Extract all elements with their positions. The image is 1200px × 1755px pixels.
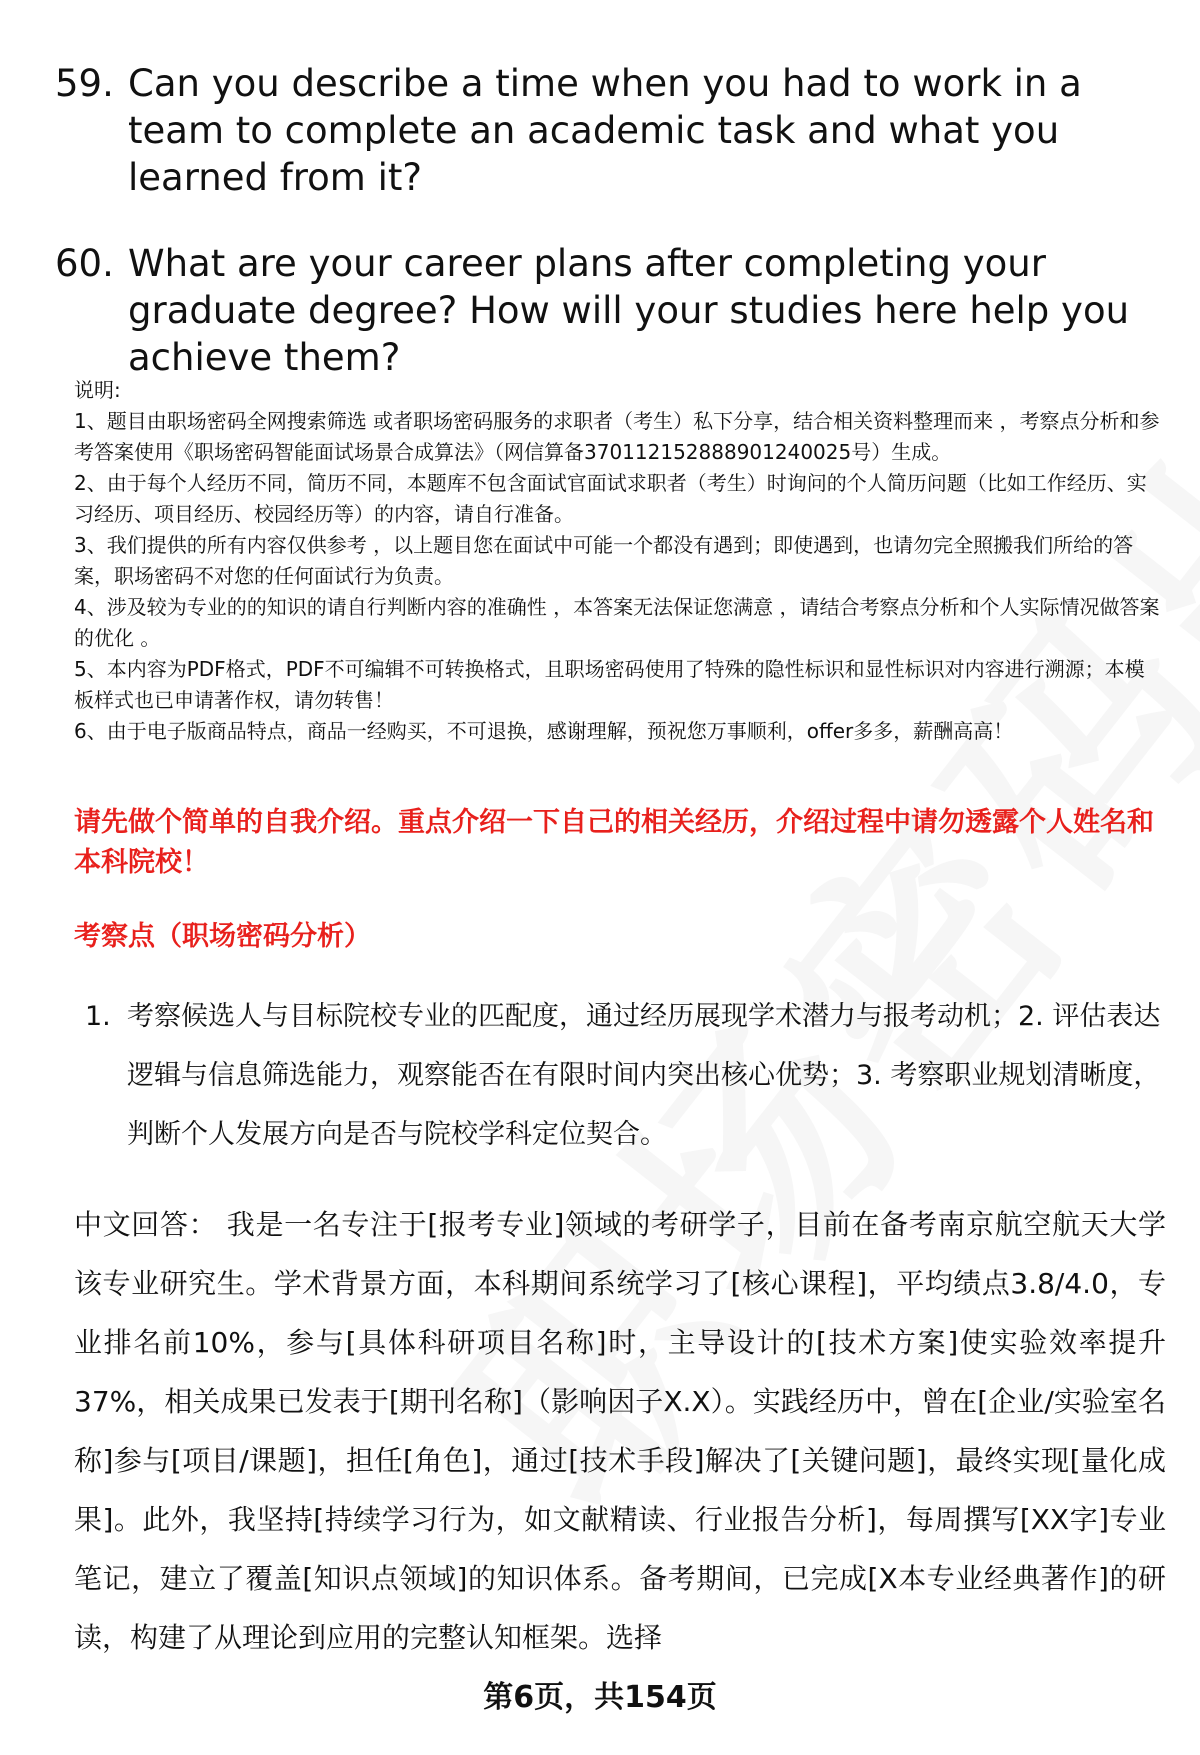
interview-question-heading: 请先做个简单的自我介绍。重点介绍一下自己的相关经历，介绍过程中请勿透露个人姓名和本科院校！ <box>74 807 1154 878</box>
page-number: 第6页，共154页 <box>483 1680 717 1715</box>
notes-item: 6、由于电子版商品特点，商品一经购买，不可退换，感谢理解，预祝您万事顺利，offer多多，薪酬高高！ <box>74 719 1014 743</box>
analysis-point <box>85 987 1165 1164</box>
question-text: Can you describe a time when you had to work in a team to complete an academic task and what you learned from it? <box>128 62 1082 199</box>
question-number: 60. <box>55 242 114 285</box>
notes-item: 4、涉及较为专业的的知识的请自行判断内容的准确性 ，本答案无法保证您满意 ，请结合考察点分析和个人实际情况做答案的优化 。 <box>74 595 1160 650</box>
answer-paragraph <box>74 1195 1166 1667</box>
notes-item: 3、我们提供的所有内容仅供参考 ，以上题目您在面试中可能一个都没有遇到；即使遇到，也请勿完全照搬我们所给的答案，职场密码不对您的任何面试行为负责。 <box>74 533 1134 588</box>
analysis-point-number: 1. <box>85 1001 111 1032</box>
question-60 <box>55 240 1165 381</box>
answer-text: 我是一名专注于[报考专业]领域的考研学子，目前在备考南京航空航天大学该专业研究生。学术背景方面，本科期间系统学习了[核心课程]，平均绩点3.8/4.0，专业排名前10%，参与[具体科研项目名称]时，主导设计的[技术方案]使实验效率提升37%，相关成果已发表于[期刊名称]（影响因子X.X）。实践经历中，曾在[企业/实验室名称]参与[项目/课题]，担任[角色]，通过[技术手段]解决了[关键问题]，最终实现[量化成果]。此外，我坚持[持续学习行为，如文献精读、行业报告分析]，每周撰写[XX字]专业笔记，建立了覆盖[知识点领域]的知识体系。备考期间，已完成[X本专业经典著作]的研读，构建了从理论到应用的完整认知框架。选择 <box>74 1208 1166 1654</box>
analysis-heading: 考察点（职场密码分析） <box>74 921 371 952</box>
notes-title: 说明: <box>74 378 121 402</box>
notes-item: 5、本内容为PDF格式，PDF不可编辑不可转换格式，且职场密码使用了特殊的隐性标识和显性标识对内容进行溯源；本模板样式也已申请著作权，请勿转售！ <box>74 657 1145 712</box>
notes-item: 2、由于每个人经历不同，简历不同，本题库不包含面试官面试求职者（考生）时询问的个人简历问题（比如工作经历、实习经历、项目经历、校园经历等）的内容，请自行准备。 <box>74 471 1147 526</box>
disclaimer-notes <box>74 375 1164 747</box>
question-59 <box>55 60 1165 201</box>
analysis-point-text: 考察候选人与目标院校专业的匹配度，通过经历展现学术潜力与报考动机；2. 评估表达逻辑与信息筛选能力，观察能否在有限时间内突出核心优势；3. 考察职业规划清晰度，判断个人发展方向是否与院校学科定位契合。 <box>127 1001 1161 1150</box>
question-number: 59. <box>55 62 114 105</box>
answer-label: 中文回答： <box>74 1208 218 1241</box>
notes-item: 1、题目由职场密码全网搜索筛选 或者职场密码服务的求职者（考生）私下分享，结合相关资料整理而来 ，考察点分析和参考答案使用《职场密码智能面试场景合成算法》（网信算备370112152888901240025号）生成。 <box>74 409 1160 464</box>
question-text: What are your career plans after completing your graduate degree? How will your studies here help you achieve them? <box>128 242 1130 379</box>
